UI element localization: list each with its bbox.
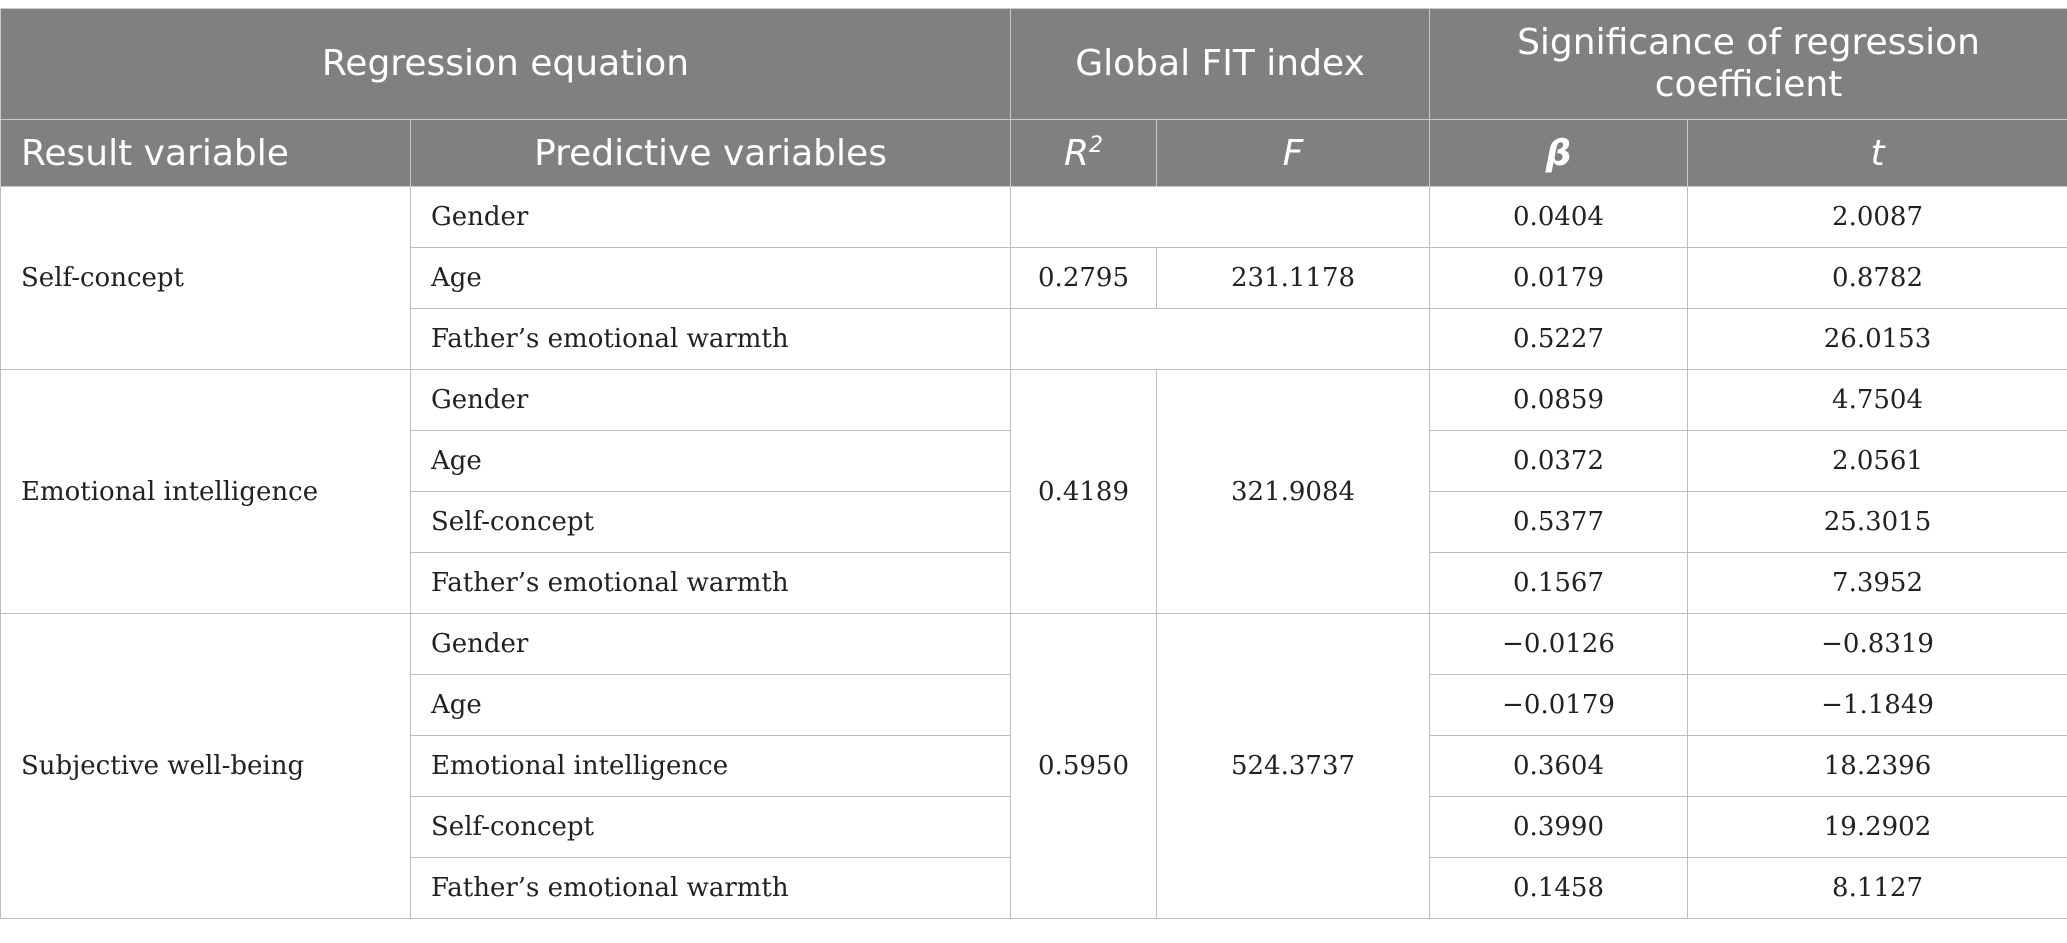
header-significance: Significance of regression coefficient xyxy=(1430,9,2067,120)
header-regression-equation: Regression equation xyxy=(1,9,1011,120)
predictor-cell: Father’s emotional warmth xyxy=(411,553,1011,614)
beta-cell: 0.0179 xyxy=(1430,248,1688,309)
t-cell: 26.0153 xyxy=(1688,309,2067,370)
t-cell: 7.3952 xyxy=(1688,553,2067,614)
header-predictive-variables: Predictive variables xyxy=(411,120,1011,187)
header-global-fit-index: Global FIT index xyxy=(1011,9,1430,120)
header-t: t xyxy=(1688,120,2067,187)
result-variable-cell: Subjective well-being xyxy=(1,614,411,919)
header-group-row xyxy=(1,9,2067,120)
r-squared-cell: 0.2795 xyxy=(1011,248,1157,309)
t-cell: −0.8319 xyxy=(1688,614,2067,675)
t-cell: 0.8782 xyxy=(1688,248,2067,309)
table-row xyxy=(1,614,2067,675)
beta-cell: 0.0372 xyxy=(1430,431,1688,492)
beta-cell: 0.0859 xyxy=(1430,370,1688,431)
predictor-cell: Father’s emotional warmth xyxy=(411,858,1011,919)
beta-cell: −0.0126 xyxy=(1430,614,1688,675)
t-cell: 8.1127 xyxy=(1688,858,2067,919)
predictor-cell: Age xyxy=(411,675,1011,736)
header-column-row xyxy=(1,120,2067,187)
t-cell: 19.2902 xyxy=(1688,797,2067,858)
r-squared-superscript: 2 xyxy=(1089,132,1104,158)
predictor-cell: Age xyxy=(411,248,1011,309)
predictor-cell: Self-concept xyxy=(411,492,1011,553)
t-cell: 25.3015 xyxy=(1688,492,2067,553)
empty-fit-cell xyxy=(1011,187,1430,248)
predictor-cell: Gender xyxy=(411,187,1011,248)
table-row xyxy=(1,370,2067,431)
table-row xyxy=(1,187,2067,248)
predictor-cell: Age xyxy=(411,431,1011,492)
result-variable-cell: Self-concept xyxy=(1,187,411,370)
predictor-cell: Gender xyxy=(411,370,1011,431)
beta-cell: 0.3990 xyxy=(1430,797,1688,858)
t-cell: 2.0087 xyxy=(1688,187,2067,248)
header-beta: β xyxy=(1430,120,1688,187)
r-squared-cell: 0.4189 xyxy=(1011,370,1157,614)
beta-cell: 0.1458 xyxy=(1430,858,1688,919)
header-f: F xyxy=(1157,120,1430,187)
t-cell: 4.7504 xyxy=(1688,370,2067,431)
r-squared-cell: 0.5950 xyxy=(1011,614,1157,919)
result-variable-cell: Emotional intelligence xyxy=(1,370,411,614)
f-cell: 231.1178 xyxy=(1157,248,1430,309)
header-result-variable: Result variable xyxy=(1,120,411,187)
predictor-cell: Emotional intelligence xyxy=(411,736,1011,797)
t-cell: 18.2396 xyxy=(1688,736,2067,797)
regression-table-container xyxy=(0,8,2067,919)
beta-cell: 0.0404 xyxy=(1430,187,1688,248)
beta-cell: 0.5377 xyxy=(1430,492,1688,553)
predictor-cell: Gender xyxy=(411,614,1011,675)
beta-cell: 0.5227 xyxy=(1430,309,1688,370)
predictor-cell: Father’s emotional warmth xyxy=(411,309,1011,370)
predictor-cell: Self-concept xyxy=(411,797,1011,858)
header-r-squared xyxy=(1011,120,1157,187)
beta-cell: 0.1567 xyxy=(1430,553,1688,614)
beta-cell: −0.0179 xyxy=(1430,675,1688,736)
empty-fit-cell xyxy=(1011,309,1430,370)
f-cell: 524.3737 xyxy=(1157,614,1430,919)
f-cell: 321.9084 xyxy=(1157,370,1430,614)
regression-table xyxy=(0,8,2067,919)
beta-cell: 0.3604 xyxy=(1430,736,1688,797)
r-squared-base: R xyxy=(1064,132,1090,174)
t-cell: −1.1849 xyxy=(1688,675,2067,736)
t-cell: 2.0561 xyxy=(1688,431,2067,492)
